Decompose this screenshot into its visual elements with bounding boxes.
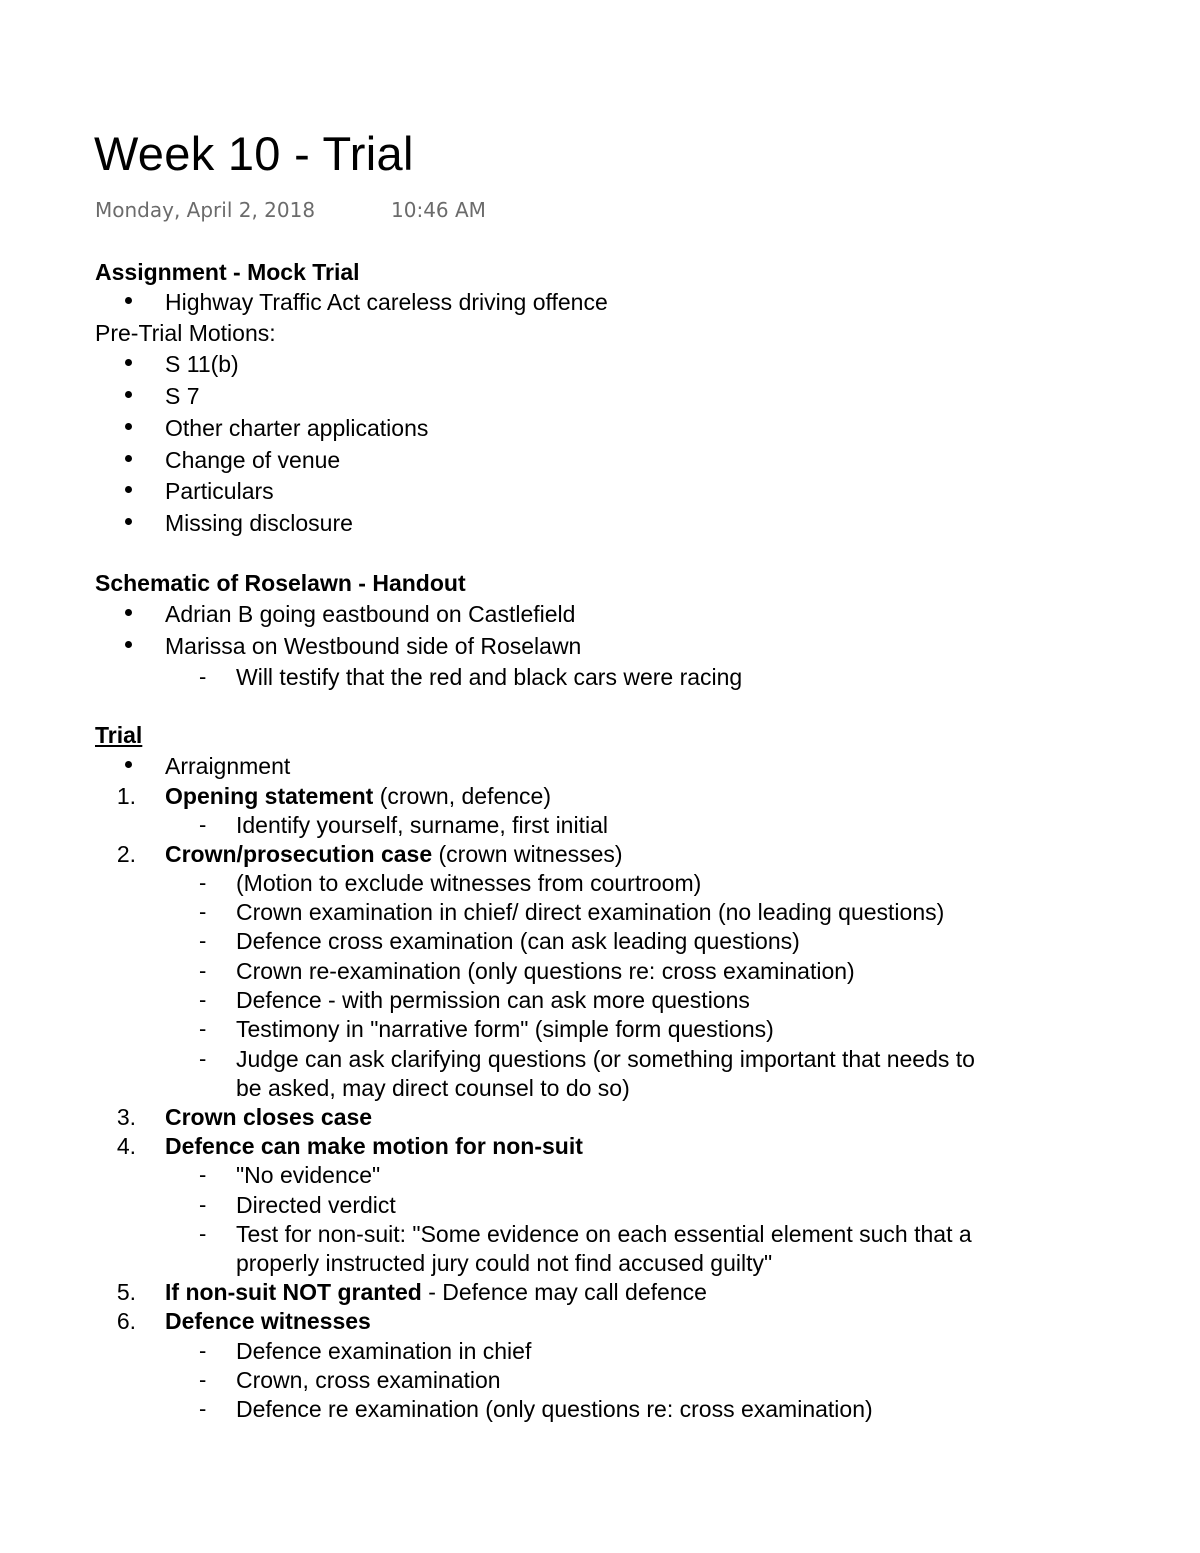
motion-item: Other charter applications — [165, 415, 429, 441]
bullet-icon — [125, 486, 132, 493]
dash-icon: - — [199, 1192, 207, 1217]
step-subitem: Crown, cross examination — [236, 1367, 501, 1393]
schematic-heading: Schematic of Roselawn - Handout — [95, 570, 466, 596]
dash-icon: - — [199, 899, 207, 924]
step-subitem: Directed verdict — [236, 1192, 396, 1218]
step-bold-text: Crown closes case — [165, 1104, 373, 1130]
trial-heading: Trial — [95, 722, 143, 748]
trial-step — [165, 1103, 372, 1131]
step-bold-text: Defence witnesses — [165, 1308, 371, 1334]
dash-icon: - — [199, 928, 207, 953]
trial-step — [165, 782, 551, 810]
dash-icon: - — [199, 958, 207, 983]
bullet-icon — [125, 359, 132, 366]
step-number: 3. — [116, 1104, 136, 1130]
pretrial-label: Pre-Trial Motions: — [95, 320, 276, 346]
step-number: 6. — [116, 1308, 136, 1334]
step-number: 4. — [116, 1133, 136, 1159]
step-subitem: (Motion to exclude witnesses from courtroom) — [236, 870, 702, 896]
trial-step — [165, 1132, 583, 1160]
dash-icon: - — [199, 1338, 207, 1363]
step-subitem: Testimony in "narrative form" (simple form questions) — [236, 1016, 774, 1042]
assignment-item: Highway Traffic Act careless driving offence — [165, 289, 608, 315]
bullet-icon — [125, 423, 132, 430]
dash-icon: - — [199, 664, 207, 689]
bullet-icon — [125, 455, 132, 462]
dash-icon: - — [199, 1162, 207, 1187]
motion-item: Particulars — [165, 478, 274, 504]
page-title: Week 10 - Trial — [94, 127, 414, 180]
dash-icon: - — [199, 812, 207, 837]
assignment-heading: Assignment - Mock Trial — [95, 259, 360, 285]
step-subitem: Judge can ask clarifying questions (or something important that needs to — [236, 1046, 975, 1072]
step-subitem: Defence - with permission can ask more questions — [236, 987, 750, 1013]
dash-icon: - — [199, 1016, 207, 1041]
dash-icon: - — [199, 1221, 207, 1246]
step-bold-text: Defence can make motion for non-suit — [165, 1133, 583, 1159]
schematic-item: Marissa on Westbound side of Roselawn — [165, 633, 582, 659]
step-rest-text: (crown witnesses) — [432, 841, 623, 867]
step-subitem: Crown re-examination (only questions re: cross examination) — [236, 958, 855, 984]
step-subitem-continued: be asked, may direct counsel to do so) — [236, 1075, 630, 1101]
arraignment-item: Arraignment — [165, 753, 291, 779]
bullet-icon — [125, 609, 132, 616]
schematic-item: Adrian B going eastbound on Castlefield — [165, 601, 576, 627]
motion-item: S 11(b) — [165, 351, 239, 377]
step-number: 5. — [116, 1279, 136, 1305]
step-rest-text: - Defence may call defence — [421, 1279, 707, 1305]
step-number: 2. — [116, 841, 136, 867]
step-subitem: Identify yourself, surname, first initial — [236, 812, 608, 838]
bullet-icon — [125, 297, 132, 304]
step-rest-text: (crown, defence) — [373, 783, 552, 809]
step-subitem: Defence cross examination (can ask leading questions) — [236, 928, 800, 954]
bullet-icon — [125, 641, 132, 648]
schematic-subitem: Will testify that the red and black cars were racing — [236, 664, 743, 690]
step-subitem: Defence examination in chief — [236, 1338, 532, 1364]
dash-icon: - — [199, 870, 207, 895]
step-bold-text: If non-suit NOT granted — [165, 1279, 422, 1305]
step-bold-text: Opening statement — [165, 783, 374, 809]
bullet-icon — [125, 518, 132, 525]
dash-icon: - — [199, 987, 207, 1012]
step-subitem: "No evidence" — [236, 1162, 381, 1188]
step-subitem: Crown examination in chief/ direct examination (no leading questions) — [236, 899, 945, 925]
trial-step — [165, 1307, 371, 1335]
step-bold-text: Crown/prosecution case — [165, 841, 433, 867]
step-subitem: Defence re examination (only questions re: cross examination) — [236, 1396, 873, 1422]
step-number: 1. — [116, 783, 136, 809]
trial-step — [165, 1278, 707, 1306]
dash-icon: - — [199, 1396, 207, 1421]
motion-item: S 7 — [165, 383, 200, 409]
step-subitem-continued: properly instructed jury could not find accused guilty" — [236, 1250, 773, 1276]
dash-icon: - — [199, 1046, 207, 1071]
page-time: 10:46 AM — [391, 198, 486, 222]
motion-item: Change of venue — [165, 447, 341, 473]
page-date: Monday, April 2, 2018 — [95, 198, 316, 222]
bullet-icon — [125, 391, 132, 398]
dash-icon: - — [199, 1367, 207, 1392]
trial-step — [165, 840, 623, 868]
step-subitem: Test for non-suit: "Some evidence on each essential element such that a — [236, 1221, 972, 1247]
motion-item: Missing disclosure — [165, 510, 353, 536]
bullet-icon — [125, 761, 132, 768]
